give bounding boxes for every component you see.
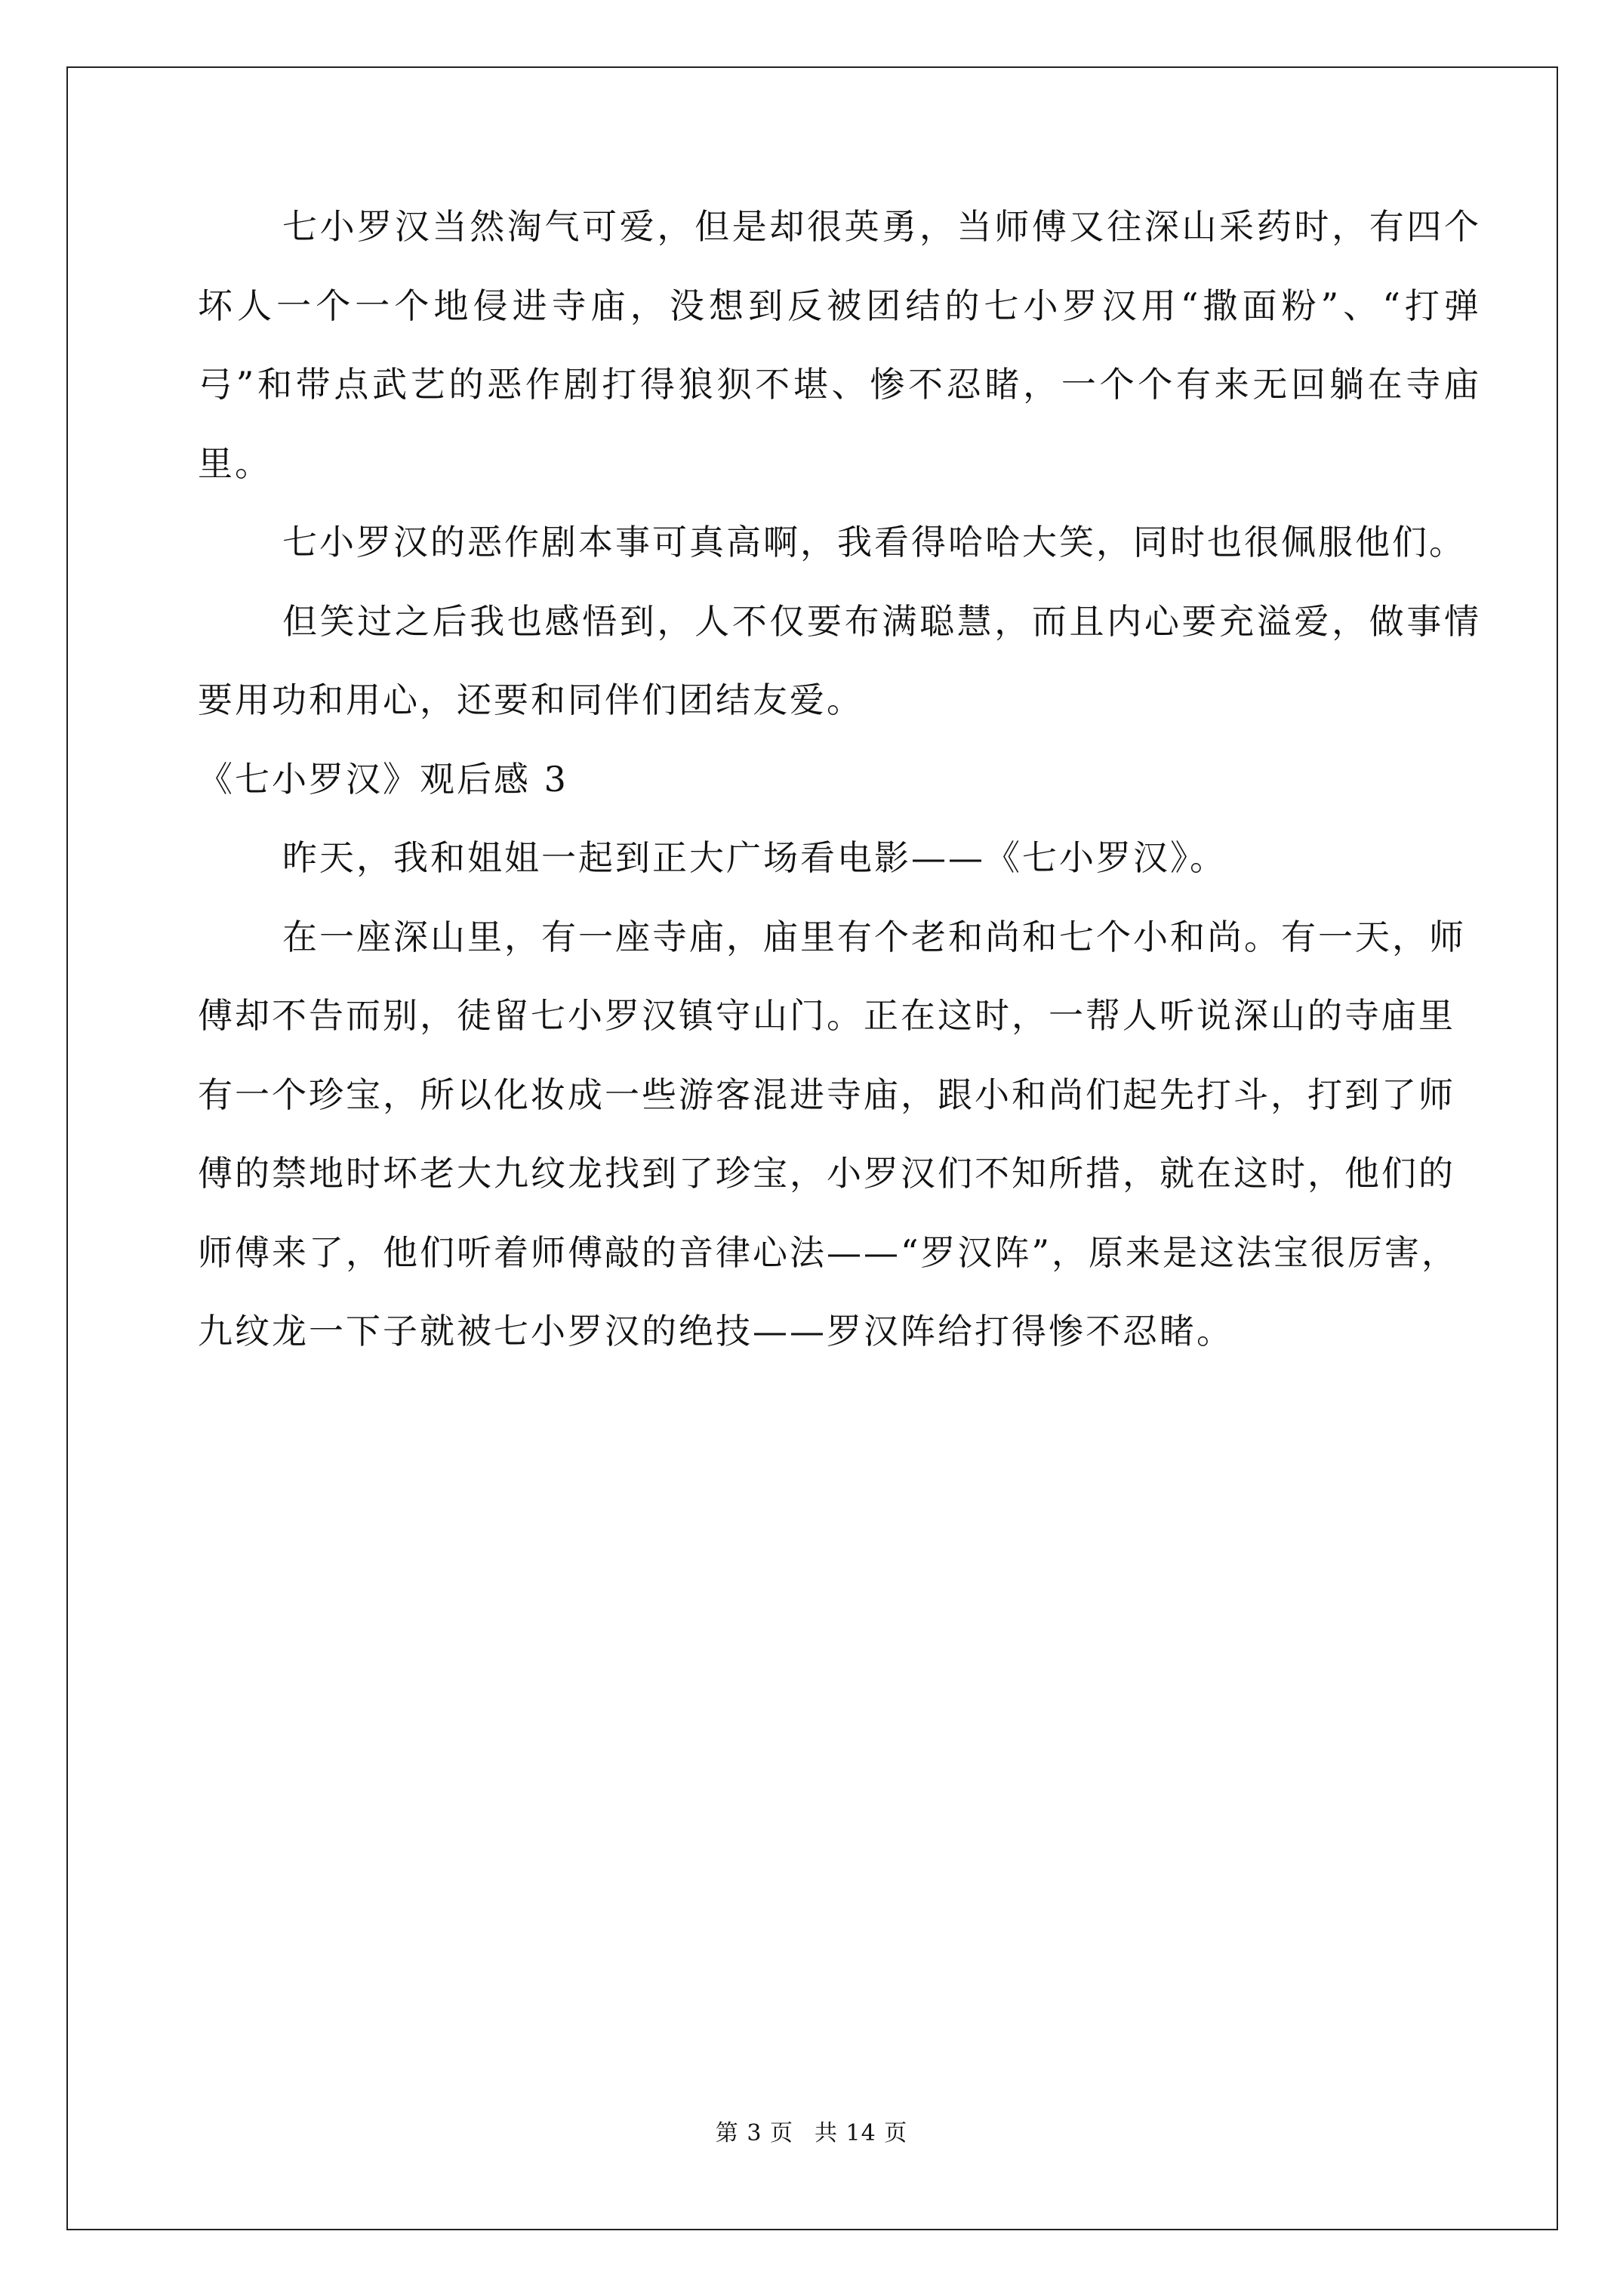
page-number: 第 3 页 xyxy=(715,2120,793,2147)
paragraph: 但笑过之后我也感悟到，人不仅要布满聪慧，而且内心要充溢爱，做事情要用功和用心，还要和同伴们团结友爱。 xyxy=(198,600,1481,720)
page-total: 共 14 页 xyxy=(814,2120,908,2147)
paragraph: 七小罗汉当然淘气可爱，但是却很英勇，当师傅又往深山采药时，有四个坏人一个一个地侵进寺庙，没想到反被团结的七小罗汉用“撒面粉”、“打弹弓”和带点武艺的恶作剧打得狼狈不堪、惨不忍睹，一个个有来无回躺在寺庙里。 xyxy=(198,206,1481,484)
section-heading: 《七小罗汉》观后感 3 xyxy=(198,758,568,800)
page-footer xyxy=(0,2114,1623,2147)
paragraph: 昨天，我和姐姐一起到正大广场看电影——《七小罗汉》。 xyxy=(282,837,1227,878)
paragraph: 七小罗汉的恶作剧本事可真高啊，我看得哈哈大笑，同时也很佩服他们。 xyxy=(282,522,1466,562)
paragraph: 在一座深山里，有一座寺庙，庙里有个老和尚和七个小和尚。有一天，师傅却不告而别，徒留七小罗汉镇守山门。正在这时，一帮人听说深山的寺庙里有一个珍宝，所以化妆成一些游客混进寺庙，跟小和尚们起先打斗，打到了师傅的禁地时坏老大九纹龙找到了珍宝，小罗汉们不知所措，就在这时，他们的师傅来了，他们听着师傅敲的音律心法——“罗汉阵”，原来是这法宝很厉害，九纹龙一下子就被七小罗汉的绝技——罗汉阵给打得惨不忍睹。 xyxy=(198,916,1466,1351)
document-body xyxy=(198,187,1481,1371)
